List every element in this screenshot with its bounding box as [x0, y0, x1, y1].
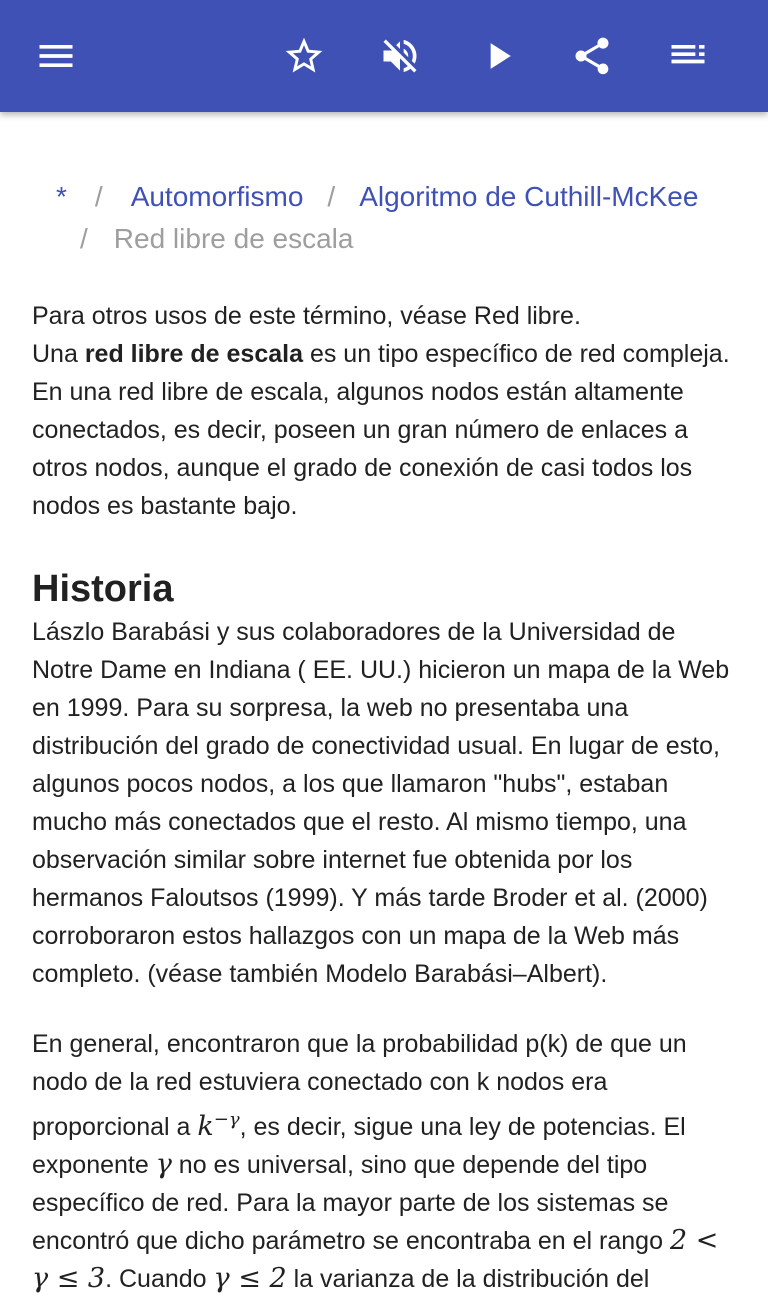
intro-paragraph: Una red libre de escala es un tipo específico de red compleja. En una red libre de escala, algunos nodos están altamente conectados, es decir, poseen un gran número de enlaces a otros nodos, aunque el grado de conexión de casi todos los nodos es bastante bajo. [32, 340, 730, 520]
power-law-paragraph: En general, encontraron que la probabilidad p(k) de que un nodo de la red estuviera conectado con k nodos era proporcional a $k^{-\gamma}$, es decir, sigue una ley de potencias. El exponente γ no es universal, sino que depende del tipo específico de red. Para la mayor parte de los sistemas se encontró que dicho parámetro se encontraba en el rango 2 < γ ≤ 3. Cuando γ ≤ 2 la varianza de la distribución del [32, 1030, 719, 1294]
section-heading-historia: Historia [32, 568, 174, 610]
play-button[interactable] [470, 28, 526, 84]
playlist-icon [666, 34, 710, 78]
share-icon [570, 34, 614, 78]
history-paragraph: Lászlo Barabási y sus colaboradores de la Universidad de Notre Dame en Indiana ( EE. UU.) hicieron un mapa de la Web en 1999. Para su sorpresa, la web no presentaba una distribución del grado de conectividad usual. En lugar de esto, algunos pocos nodos, a los que llamaron "hubs", estaban mucho más conectados que el resto. Al mismo tiempo, una observación similar sobre internet fue obtenida por los hermanos Faloutsos (1999). Y más tarde Broder et al. (2000) corroboraron estos hallazgos con un mapa de la Web más completo. (véase también Modelo Barabási–Albert). [32, 618, 730, 988]
volume-off-icon [378, 34, 422, 78]
breadcrumb-separator: / [80, 223, 88, 254]
breadcrumb-home-link[interactable]: * [56, 181, 67, 212]
math-k-power: $k^{-\gamma}$ [197, 1109, 240, 1142]
article-content [32, 297, 742, 1298]
math-range: 2 < γ ≤ 3 [32, 1225, 719, 1294]
breadcrumb-separator: / [94, 181, 103, 212]
menu-button[interactable] [28, 28, 84, 84]
mute-button[interactable] [372, 28, 428, 84]
breadcrumb-current: Red libre de escala [113, 223, 354, 254]
math-condition: γ ≤ 2 [213, 1263, 287, 1294]
breadcrumb-separator: / [327, 181, 336, 212]
breadcrumb-link-cuthill-mckee[interactable]: Algoritmo de Cuthill-McKee [359, 181, 699, 212]
share-button[interactable] [564, 28, 620, 84]
playlist-button[interactable] [660, 28, 716, 84]
play-icon [476, 34, 520, 78]
math-gamma: γ [155, 1149, 172, 1180]
bookmark-button[interactable] [276, 28, 332, 84]
menu-icon [34, 34, 78, 78]
app-bar [0, 0, 768, 112]
disambiguation-note: Para otros usos de este término, véase Red libre. [32, 302, 581, 330]
breadcrumb-link-automorfismo[interactable]: Automorfismo [130, 181, 304, 212]
star-outline-icon [282, 34, 326, 78]
intro-bold-term: red libre de escala [84, 340, 303, 368]
